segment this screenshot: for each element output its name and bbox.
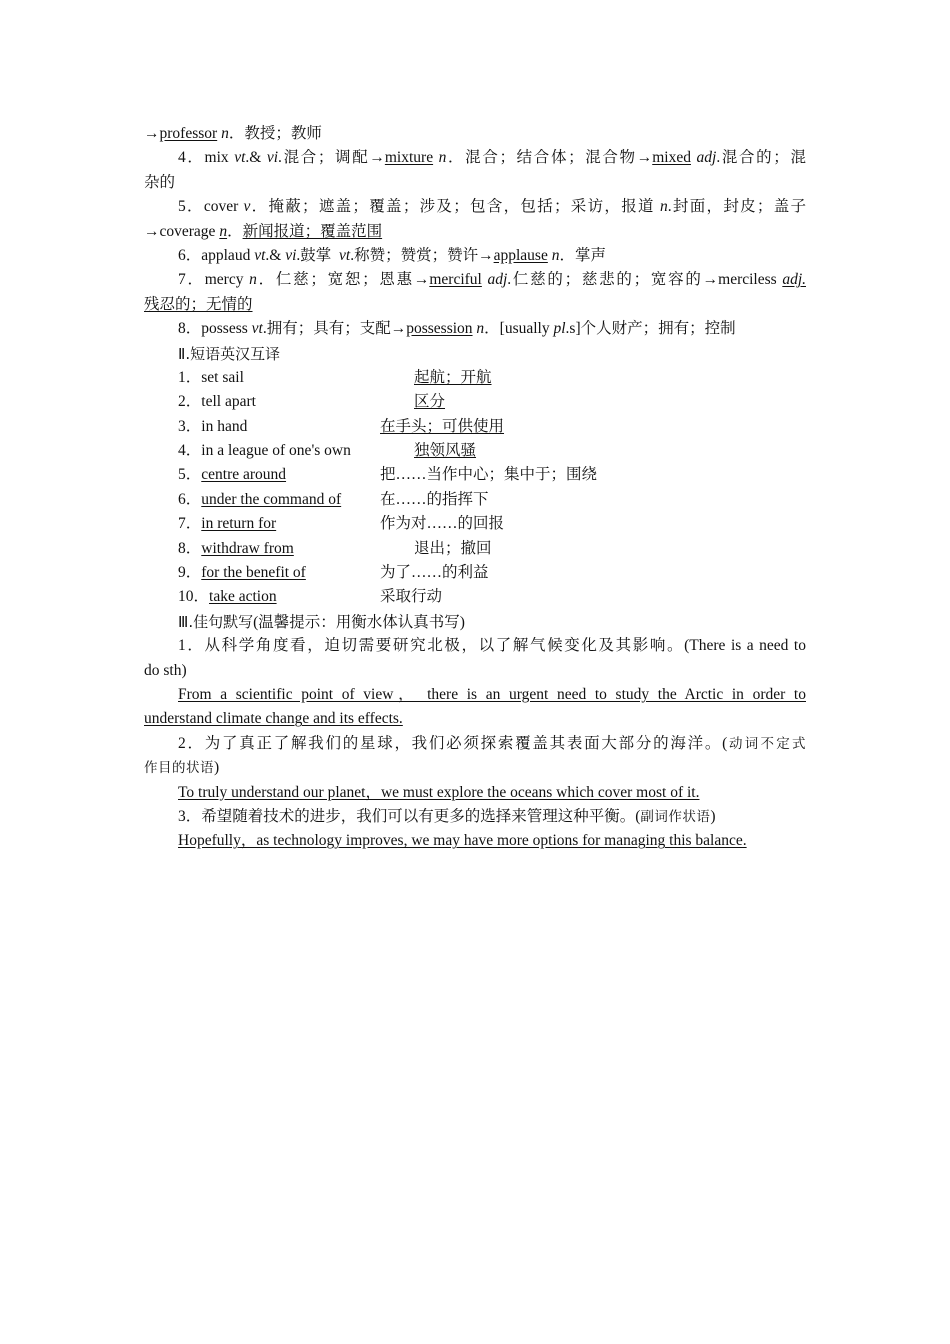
pos-label: vi: [266, 149, 279, 167]
phrase-number: 3．: [178, 417, 202, 435]
answer-blank: 起航；开航: [414, 368, 492, 386]
phrase-row: [144, 366, 806, 390]
pos-label: n: [476, 320, 485, 338]
phrase-row: [144, 390, 806, 414]
phrase-chinese: [380, 415, 504, 439]
answer-blank: withdraw from: [201, 539, 294, 557]
answer-blank: centre around: [201, 466, 287, 484]
pos-label: vi: [285, 246, 297, 264]
question-hint: 副词作状语: [640, 808, 711, 825]
vocab-item-4-cont: 杂的: [144, 173, 176, 191]
vocab-item-5: [144, 195, 806, 219]
question-text: ): [710, 807, 716, 825]
definition-text: .鼓掌: [296, 246, 340, 264]
answer-blank: possession: [406, 320, 473, 338]
vocab-item-6: [144, 244, 806, 268]
item-head: 6．applaud: [178, 246, 255, 264]
phrase-number: 10．: [178, 588, 210, 606]
definition-text: .封面，封皮；盖子: [667, 198, 807, 216]
phrase-english: [178, 463, 380, 487]
arrow-text: →: [144, 125, 160, 142]
vocab-item-5-cont: [144, 220, 806, 244]
answer-text: From a scientific point of view， there is an urgent need to study the Arctic in order to: [178, 685, 806, 703]
phrase-chinese: [380, 585, 442, 609]
phrase-english: [178, 585, 380, 609]
phrase-chinese: [380, 463, 597, 487]
answer-3: [144, 829, 806, 853]
phrase-row: [144, 561, 806, 585]
phrase-number: 7．: [178, 515, 202, 533]
phrase-row: [144, 415, 806, 439]
phrase-text: 在……的指挥下: [380, 490, 489, 508]
phrase-text: 作为对……的回报: [380, 515, 505, 533]
pos-label: n: [249, 271, 257, 289]
phrase-number: 5．: [178, 466, 202, 484]
question-1: 1．从科学角度看，迫切需要研究北极，以了解气候变化及其影响。(There is a need to: [178, 637, 806, 655]
item-head: 5．cover: [178, 198, 244, 216]
section-2-title: Ⅱ.短语英汉互译: [178, 344, 281, 363]
item-text: .&: [265, 246, 286, 264]
item-head: 7．mercy: [178, 271, 250, 289]
answer-blank: mixture: [384, 149, 434, 167]
question-hint: 作目的状语: [144, 760, 214, 777]
question-text: 3．希望随着技术的进步，我们可以有更多的选择来管理这种平衡。(: [178, 807, 641, 825]
pos-label: adj: [487, 271, 508, 289]
definition-text: .混合的；混: [716, 149, 806, 167]
item-text: .&: [245, 149, 267, 167]
question-2: [144, 732, 806, 756]
phrase-text: 采取行动: [380, 588, 443, 606]
answer-blank: applause: [493, 246, 548, 264]
phrase-chinese: [380, 512, 504, 536]
phrase-number: 6．: [178, 490, 202, 508]
phrase-english: [178, 561, 380, 585]
definition-text: ．[usually: [484, 320, 554, 338]
item-text: ．: [227, 222, 243, 240]
phrase-chinese: [380, 366, 492, 390]
phrase-text: in a league of one's own: [201, 442, 351, 460]
answer-text: understand climate change and its effects.: [144, 710, 403, 728]
pos-label: vt: [251, 320, 263, 338]
phrase-row: [144, 488, 806, 512]
phrase-english: [178, 439, 380, 463]
definition-text: .拥有；具有；支配→: [262, 320, 407, 338]
answer-blank: take action: [209, 588, 277, 606]
definition-text: ．教授；教师: [228, 125, 322, 142]
definition-text: .仁慈的；慈悲的；宽容的→merciless: [507, 271, 783, 289]
phrase-number: 9．: [178, 564, 202, 582]
pos-label: n: [660, 198, 668, 216]
definition-text: .s]个人财产；拥有；控制: [565, 320, 736, 338]
answer-2: [144, 781, 806, 805]
pos-label: adj.: [782, 271, 806, 289]
phrase-chinese: [380, 561, 489, 585]
vocab-item-8: [144, 317, 806, 341]
section-note: (温馨提示：用衡水体认真书写): [253, 613, 465, 631]
phrase-row: [144, 439, 806, 463]
question-3: [144, 805, 806, 829]
phrase-text: 退出；撤回: [414, 539, 492, 557]
item-head: 4．mix: [178, 149, 235, 167]
definition-text: ．仁慈；宽恕；恩惠→: [256, 271, 430, 289]
phrase-chinese: [380, 537, 492, 561]
vocab-item-7: [144, 268, 806, 292]
pos-label: v: [243, 198, 251, 216]
definition-text: ．混合；结合体；混合物→: [446, 149, 653, 167]
pos-label: n: [219, 222, 228, 240]
vocab-item-4: [144, 146, 806, 170]
answer-blank: under the command of: [201, 490, 342, 508]
vocab-item-7-cont: [144, 293, 806, 317]
question-text: 2．为了真正了解我们的星球，我们必须探索覆盖其表面大部分的海洋。(: [178, 734, 728, 752]
phrase-english: [178, 512, 380, 536]
pos-label: vt: [339, 246, 351, 264]
vocab-line-professor: [144, 122, 806, 146]
answer-text: Hopefully，as technology improves, we may have more options for managing this balance.: [178, 832, 747, 850]
answer-1-line-2: [144, 707, 806, 731]
pos-label: vt: [254, 246, 266, 264]
phrase-text: tell apart: [201, 393, 256, 411]
pos-label: pl: [553, 320, 566, 338]
phrase-chinese: [380, 439, 476, 463]
phrase-number: 2．: [178, 393, 202, 411]
answer-blank: mixed: [652, 149, 691, 167]
answer-blank: professor: [159, 125, 218, 142]
answer-1-line-1: [144, 683, 806, 707]
phrase-row: [144, 585, 806, 609]
pos-label: n: [221, 125, 229, 142]
section-heading: Ⅲ.佳句默写: [178, 612, 254, 631]
item-text: →coverage: [144, 222, 220, 240]
phrase-list: [144, 366, 806, 610]
phrase-english: [178, 390, 380, 414]
item-head: 8．possess: [178, 320, 252, 338]
phrase-row: [144, 537, 806, 561]
phrase-english: [178, 537, 380, 561]
phrase-row: [144, 512, 806, 536]
pos-label: n: [438, 149, 447, 167]
pos-label: vt: [234, 149, 246, 167]
phrase-text: 把……当作中心；集中于；围绕: [380, 466, 598, 484]
definition-text: .称赞；赞赏；赞许→: [350, 246, 494, 264]
phrase-chinese: [380, 390, 445, 414]
definition-text: ．掩蔽；遮盖；覆盖；涉及；包含，包括；采访，报道: [250, 198, 655, 216]
phrase-number: 1．: [178, 368, 202, 386]
definition-text: ．掌声: [559, 246, 606, 264]
answer-blank: for the benefit of: [201, 564, 306, 582]
answer-blank: 在手头；可供使用: [380, 417, 505, 435]
question-hint: 动词不定式: [727, 735, 806, 752]
question-1-cont: do sth): [144, 661, 187, 679]
phrase-text: in hand: [201, 417, 248, 435]
phrase-english: [178, 415, 380, 439]
question-text: ): [214, 759, 220, 777]
answer-blank: 新闻报道；覆盖范围: [242, 222, 383, 240]
document-page: [144, 122, 806, 854]
answer-blank: 区分: [414, 393, 446, 411]
phrase-number: 4．: [178, 442, 202, 460]
phrase-text: 为了……的利益: [380, 564, 489, 582]
pos-label: n: [551, 246, 560, 264]
phrase-english: [178, 366, 380, 390]
phrase-row: [144, 463, 806, 487]
section-3-title: [144, 610, 806, 634]
phrase-chinese: [380, 488, 489, 512]
answer-blank: merciful: [429, 271, 482, 289]
definition-text: .混合；调配→: [278, 149, 385, 167]
question-2-cont: [144, 756, 806, 780]
phrase-text: set sail: [201, 368, 244, 386]
answer-blank: 残忍的；无情的: [144, 295, 253, 313]
answer-text: To truly understand our planet，we must explore the oceans which cover most of it.: [178, 783, 700, 801]
pos-label: adj: [696, 149, 717, 167]
answer-blank: in return for: [201, 515, 277, 533]
phrase-number: 8．: [178, 539, 202, 557]
answer-blank: 独领风骚: [414, 442, 477, 460]
phrase-english: [178, 488, 380, 512]
